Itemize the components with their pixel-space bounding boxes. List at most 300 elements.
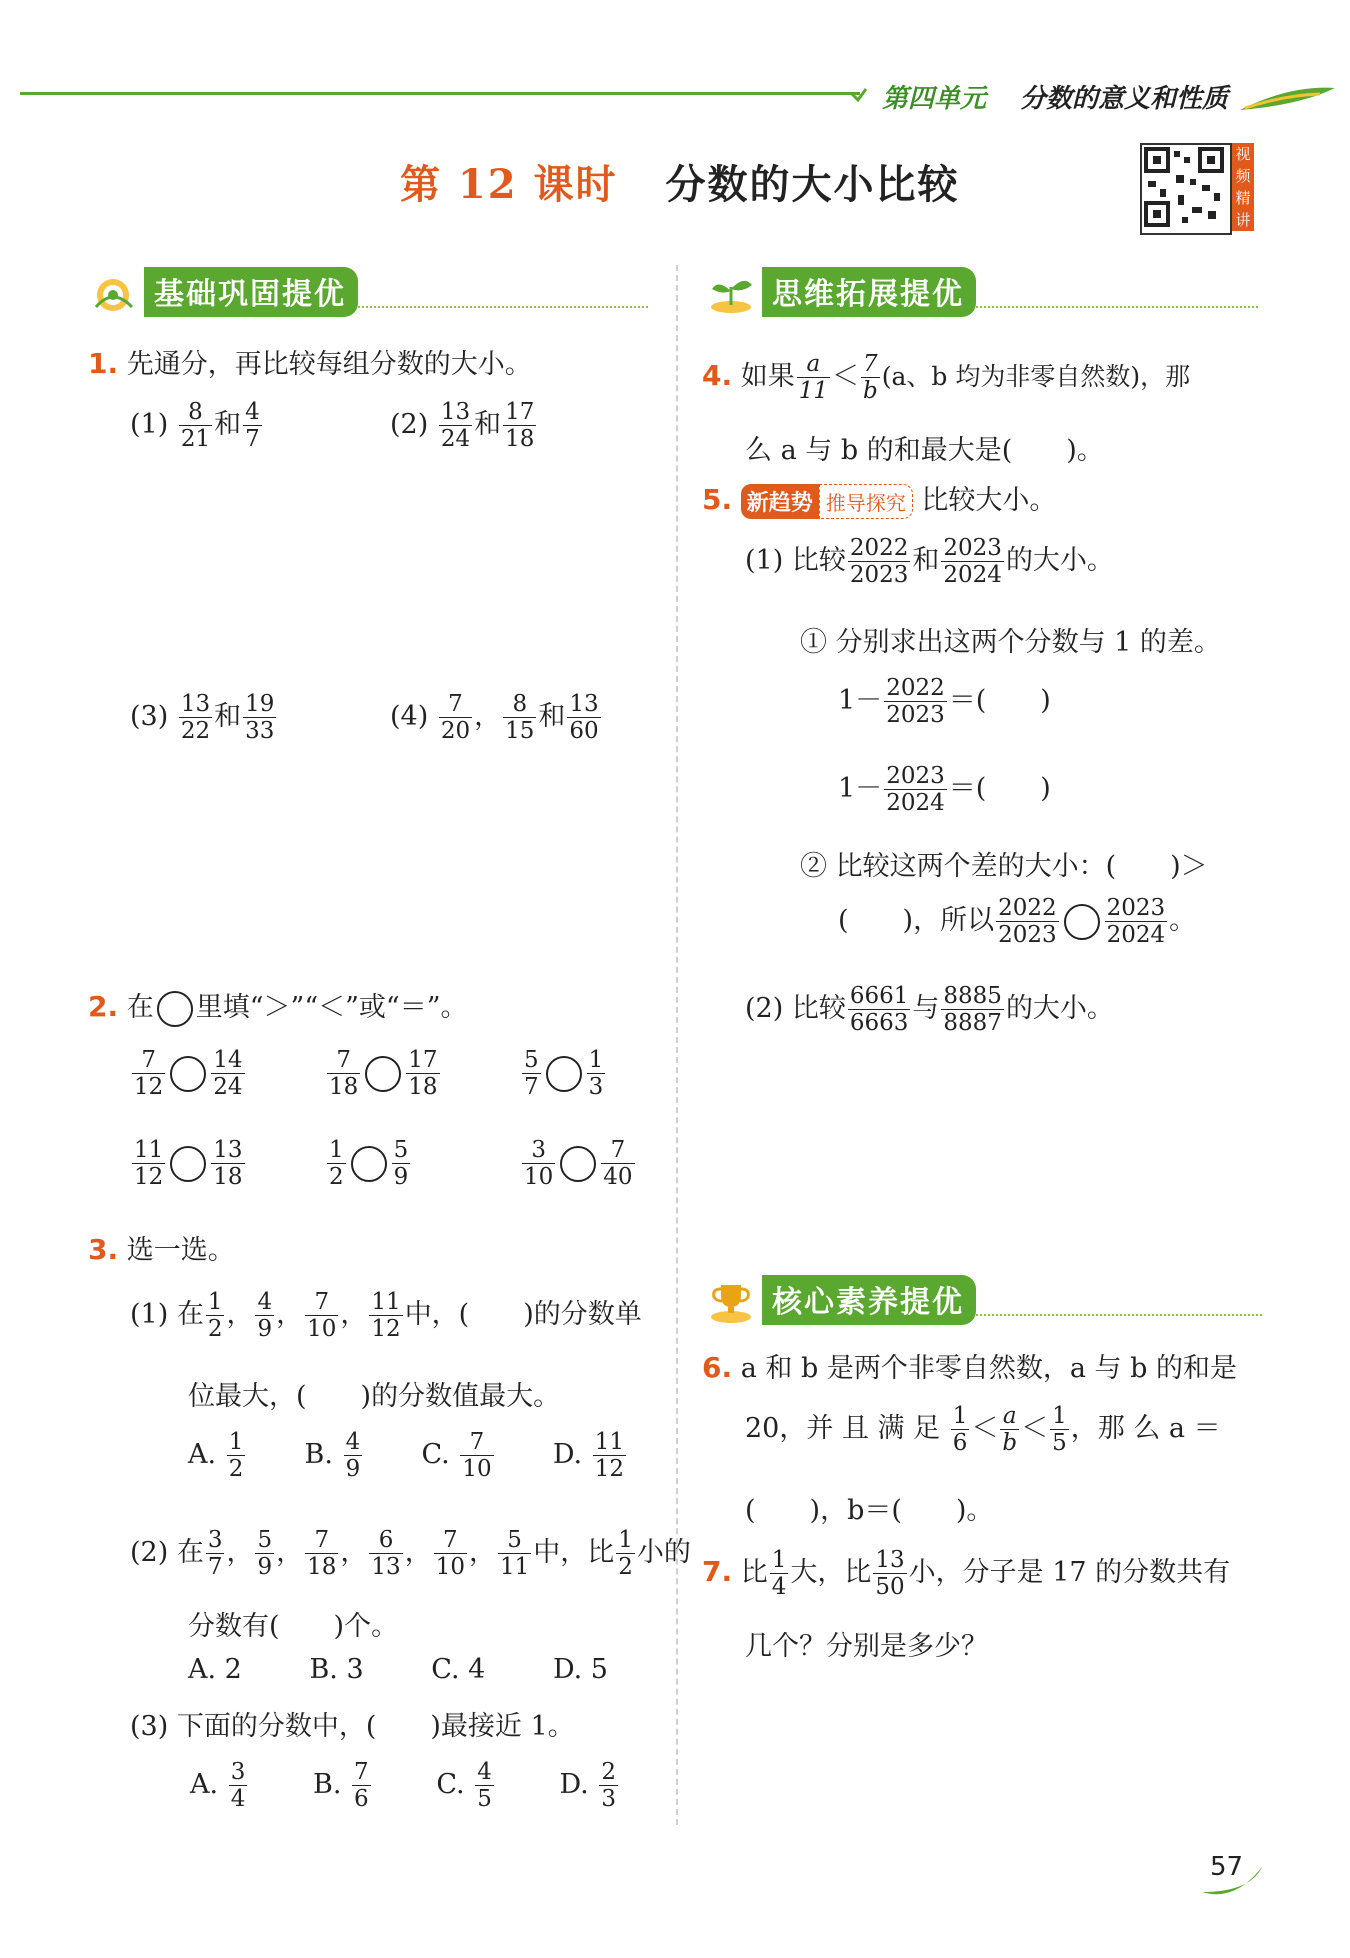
sun-gear-icon [88, 267, 138, 317]
numerator: 13 [440, 399, 471, 425]
fraction [601, 1138, 634, 1189]
fraction [503, 400, 536, 451]
eq-post: ＝( ) [948, 773, 1051, 805]
q3-p2-pre: 在 [176, 1537, 204, 1569]
join-word: 与 [912, 993, 940, 1025]
numerator: 4 [257, 1289, 273, 1315]
q3-part1-line1: (1) 在 $\frac{1}{2}$ ， $\frac{4}{9}$ ， $\frac{7}{10}$ ， $\frac{11}{12}$ 中，( )的分数单 [130, 1289, 642, 1343]
denominator: 18 [329, 1074, 359, 1101]
q5-text: 比较大小。 [921, 485, 1057, 516]
section-core-header [706, 1276, 1262, 1324]
fraction [434, 1528, 467, 1579]
fraction [179, 400, 212, 451]
numerator: 2022 [998, 895, 1057, 921]
eq-pre: 1－ [838, 773, 883, 805]
fraction [327, 1048, 360, 1099]
denominator: 2 [228, 1456, 244, 1483]
q7-line2: 几个？分别是多少？ [745, 1631, 988, 1662]
answer-circle[interactable] [365, 1056, 401, 1092]
numerator: 8885 [943, 983, 1002, 1009]
less-than: ＜ [832, 361, 859, 393]
q1-part4 [390, 692, 603, 743]
fraction [439, 400, 472, 451]
answer-circle[interactable] [351, 1146, 387, 1182]
fraction [206, 1290, 225, 1341]
denominator: 12 [371, 1316, 401, 1343]
denominator: 11 [499, 1554, 530, 1581]
numerator: 17 [505, 399, 535, 425]
q1-text: 先通分，再比较每组分数的大小。 [126, 349, 532, 380]
q3-p3-text: 下面的分数中，( )最接近 1。 [176, 1711, 575, 1742]
check-leaf-icon [850, 86, 868, 104]
part-label: (2) [745, 993, 784, 1025]
denominator: b [863, 378, 878, 405]
denominator: 15 [505, 718, 535, 745]
unit-number: 第四单元 [882, 84, 987, 114]
option-c[interactable] [421, 1430, 495, 1481]
join-word: 和 [912, 545, 940, 577]
q5-step1: ① 分别求出这两个分数与 1 的差。 [800, 627, 1221, 658]
q3-part1-line2: 位最大，( )的分数值最大。 [188, 1381, 561, 1412]
q6-post: ，那 么 a ＝ [1070, 1413, 1221, 1445]
numerator: 2022 [849, 535, 909, 561]
denominator: 24 [213, 1074, 243, 1101]
numerator: 11 [371, 1289, 401, 1315]
numerator: 2023 [1106, 895, 1166, 921]
denominator: 9 [257, 1554, 273, 1581]
qr-code[interactable] [1140, 143, 1232, 235]
q3-part2-line2: 分数有( )个。 [188, 1611, 399, 1642]
q3-p1-pre: 在 [176, 1299, 204, 1331]
option-letter: A. [188, 1439, 217, 1471]
q4-pre: 如果 [740, 361, 795, 393]
qr-label: 视频精讲 [1232, 143, 1254, 231]
q6-line2: 20，并 且 满 足 $\frac{1}{6}$ ＜ $\frac{a}{b}$ ＜ $\frac{1}{5}$ ，那 么 a ＝ [745, 1403, 1221, 1457]
fraction [567, 692, 600, 743]
fraction [460, 1430, 493, 1481]
numerator: 13 [213, 1137, 243, 1163]
denominator: 33 [245, 718, 275, 745]
denominator: 18 [307, 1554, 337, 1581]
join-word: 和 [538, 701, 566, 733]
q5-p2-pre: 比较 [791, 993, 846, 1025]
lesson-name: 分数的大小比较 [665, 161, 960, 208]
numerator: 4 [345, 1429, 361, 1455]
q5-step2: ② 比较这两个差的大小：( )＞ [800, 851, 1208, 882]
fraction [305, 1528, 338, 1579]
q6-line3: ( )，b＝( )。 [745, 1495, 994, 1526]
option-letter: B. [304, 1439, 333, 1471]
numerator: 5 [393, 1137, 409, 1163]
numerator: 1 [329, 1137, 344, 1163]
q5-prompt [702, 478, 1056, 519]
fraction [344, 1430, 363, 1481]
section-rule [976, 306, 1258, 308]
header-rule [20, 92, 860, 95]
q2-item-5 [325, 1138, 412, 1189]
q5-eq1 [838, 676, 1051, 727]
denominator: 40 [603, 1164, 633, 1191]
option-letter: D. [559, 1769, 589, 1801]
numerator: 6 [378, 1527, 394, 1553]
part-label: (3) [130, 1711, 169, 1742]
fraction [439, 692, 472, 743]
q1-prompt [88, 342, 532, 381]
denominator: 3 [601, 1786, 616, 1813]
denominator: 13 [371, 1554, 401, 1581]
q1-part3 [130, 692, 278, 743]
numerator: a [806, 351, 821, 377]
option-d[interactable]: D. 5 [552, 1654, 608, 1685]
denominator: 18 [408, 1074, 438, 1101]
numerator: 4 [477, 1759, 492, 1785]
answer-circle[interactable] [170, 1056, 206, 1092]
denominator: 2024 [943, 562, 1002, 589]
denominator: 2023 [886, 702, 945, 729]
q4-line1 [702, 352, 1190, 403]
q3-p1-mid: 中，( )的分数单 [404, 1299, 642, 1331]
fraction [1000, 1404, 1019, 1455]
numerator: 17 [408, 1047, 438, 1073]
lesson-title [400, 153, 960, 210]
fraction [255, 1528, 274, 1579]
numerator: 7 [443, 1527, 458, 1553]
denominator: 6 [952, 1430, 968, 1457]
numerator: 1 [771, 1547, 787, 1573]
denominator: 2023 [998, 922, 1057, 949]
numerator: 13 [569, 691, 599, 717]
option-d[interactable] [553, 1430, 628, 1481]
numerator: 5 [257, 1527, 273, 1553]
denominator: 2 [618, 1554, 633, 1581]
section-rule [976, 1314, 1262, 1316]
part-label: (3) [130, 701, 169, 733]
option-b[interactable] [313, 1760, 373, 1811]
qr-pattern-icon [1142, 145, 1226, 229]
numerator: 4 [245, 399, 260, 425]
denominator: 60 [569, 718, 599, 745]
section-core-label: 核心素养提优 [762, 1275, 976, 1325]
circle-blank-icon [157, 991, 193, 1027]
denominator: 10 [435, 1554, 465, 1581]
numerator: 7 [314, 1527, 330, 1553]
fraction [255, 1290, 274, 1341]
q3-p2-mid: 中，比 [533, 1537, 615, 1569]
section-rule [358, 306, 648, 308]
denominator: 4 [771, 1574, 787, 1601]
option-letter: C. [436, 1769, 465, 1801]
q5-part2 [745, 984, 1114, 1035]
q2-prompt [88, 985, 468, 1027]
q5-p2-post: 的大小。 [1005, 993, 1114, 1025]
numerator: 6661 [849, 983, 909, 1009]
denominator: 22 [180, 718, 211, 745]
fraction [503, 692, 536, 743]
trophy-icon [706, 1275, 756, 1325]
q4-number: 4. [702, 359, 733, 393]
fraction [873, 1548, 906, 1599]
q6-line1-text: a 和 b 是两个非零自然数，a 与 b 的和是 [740, 1353, 1237, 1384]
denominator: 3 [588, 1074, 604, 1101]
part-label: (4) [390, 701, 429, 733]
denominator: 11 [798, 378, 828, 405]
q2-item-4 [130, 1138, 247, 1189]
option-c[interactable] [436, 1760, 496, 1811]
fraction [941, 536, 1004, 587]
numerator: 7 [610, 1137, 626, 1163]
denominator: 10 [462, 1456, 492, 1483]
q2-number: 2. [88, 990, 119, 1023]
numerator: 3 [230, 1759, 246, 1785]
q5-number: 5. [702, 483, 733, 516]
q2-item-1 [130, 1048, 247, 1099]
q3-part2-options [188, 1654, 608, 1685]
q3-part3-options [190, 1760, 620, 1811]
answer-circle[interactable] [1064, 904, 1100, 940]
fraction [352, 1760, 371, 1811]
denominator: 2 [207, 1316, 223, 1343]
q3-number: 3. [88, 1233, 119, 1266]
fraction [884, 764, 947, 815]
fraction [616, 1528, 635, 1579]
fraction [229, 1760, 248, 1811]
denominator: 9 [257, 1316, 273, 1343]
section-basic-header [88, 268, 648, 316]
numerator: 7 [314, 1289, 330, 1315]
derivation-tag: 推导探究 [819, 484, 913, 519]
sprout-icon [706, 267, 756, 317]
denominator: 9 [393, 1164, 409, 1191]
numerator: 3 [207, 1527, 223, 1553]
denominator: 8887 [943, 1010, 1002, 1037]
fraction [593, 1430, 626, 1481]
fraction [848, 984, 911, 1035]
option-c[interactable]: C. 4 [431, 1654, 486, 1685]
lesson-number: 第 12 课时 [400, 161, 618, 208]
q3-part2-line1: (2) 在 $\frac{3}{7}$ ， $\frac{5}{9}$ ， $\frac{7}{18}$ ， $\frac{6}{13}$ ， $\frac{7}{10}$ ， $\frac{5}{11}$ 中，比 $\frac{1}{2}$ 小的 [130, 1527, 691, 1581]
q6-line1 [702, 1346, 1237, 1385]
q3-part3-line1 [130, 1704, 575, 1743]
q5-part1 [745, 536, 1114, 587]
fraction [211, 1138, 244, 1189]
join-word: 和 [214, 409, 242, 441]
q4-post: (a、b 均为非零自然数)，那 [881, 362, 1191, 392]
option-letter: A. [190, 1769, 219, 1801]
denominator: 5 [477, 1786, 492, 1813]
part-label: (2) [390, 409, 429, 441]
fraction [406, 1048, 439, 1099]
fraction [1105, 896, 1168, 947]
numerator: 13 [875, 1547, 905, 1573]
q2-text-post: 里填“＞”“＜”或“＝”。 [195, 992, 468, 1023]
q7-line1 [702, 1548, 1230, 1599]
denominator: 18 [213, 1164, 243, 1191]
fraction [369, 1528, 402, 1579]
q1-number: 1. [88, 347, 119, 380]
denominator: 6 [354, 1786, 369, 1813]
fraction [848, 536, 911, 587]
option-a[interactable] [188, 1430, 247, 1481]
denominator: 7 [207, 1554, 223, 1581]
fraction [305, 1290, 338, 1341]
fraction [206, 1528, 225, 1579]
fraction [770, 1548, 789, 1599]
q4-line2: 么 a 与 b 的和最大是( )。 [745, 435, 1104, 466]
q2-item-6 [520, 1138, 637, 1189]
numerator: 7 [448, 691, 463, 717]
numerator: 8 [188, 399, 203, 425]
fraction [861, 352, 880, 403]
numerator: 2023 [886, 763, 945, 789]
join-word: 和 [214, 701, 242, 733]
column-divider [676, 265, 678, 1825]
fraction [941, 984, 1004, 1035]
answer-circle[interactable] [546, 1056, 582, 1092]
step2-pre: ( )，所以 [838, 905, 995, 937]
fraction [797, 352, 830, 403]
q2-item-2 [325, 1048, 442, 1099]
option-a[interactable]: A. 2 [188, 1654, 242, 1685]
numerator: 5 [524, 1047, 539, 1073]
q3-part1-options [188, 1430, 628, 1481]
denominator: 4 [230, 1786, 246, 1813]
denominator: 2024 [1106, 922, 1166, 949]
denominator: 18 [505, 426, 535, 453]
fraction [211, 1048, 244, 1099]
page-swoosh-icon [1200, 1862, 1270, 1902]
option-letter: D. [552, 1439, 583, 1471]
fraction [951, 1404, 970, 1455]
fraction [327, 1138, 346, 1189]
numerator: a [1002, 1403, 1017, 1429]
fraction [996, 896, 1059, 947]
fraction [392, 1138, 411, 1189]
answer-circle[interactable] [170, 1146, 206, 1182]
numerator: 2023 [943, 535, 1002, 561]
denominator: 10 [307, 1316, 337, 1343]
denominator: 24 [440, 426, 471, 453]
q7-post: 小，分子是 17 的分数共有 [908, 1557, 1231, 1589]
numerator: 13 [180, 691, 211, 717]
numerator: 2 [601, 1759, 616, 1785]
q3-prompt [88, 1228, 235, 1267]
denominator: 6663 [849, 1010, 909, 1037]
denominator: 2023 [849, 562, 909, 589]
denominator: 12 [134, 1164, 164, 1191]
denominator: 12 [594, 1456, 624, 1483]
new-trend-tag: 新趋势 [741, 484, 819, 519]
join-word: 和 [474, 409, 502, 441]
part-label: (1) [745, 545, 784, 577]
q7-pre: 比 [740, 1557, 768, 1589]
fraction [884, 676, 947, 727]
numerator: 7 [863, 351, 878, 377]
option-b[interactable]: B. 3 [309, 1654, 364, 1685]
part-label: (1) [130, 409, 169, 441]
fraction [599, 1760, 618, 1811]
fraction [522, 1138, 555, 1189]
denominator: 50 [875, 1574, 905, 1601]
denominator: 7 [524, 1074, 539, 1101]
fraction [132, 1138, 165, 1189]
q3-p2-post: 小的 [636, 1537, 691, 1569]
part-label: (2) [130, 1537, 169, 1569]
denominator: 20 [440, 718, 471, 745]
q1-part1 [130, 400, 264, 451]
q2-text-pre: 在 [126, 992, 154, 1023]
option-letter: B. [312, 1769, 342, 1801]
numerator: 7 [141, 1047, 156, 1073]
numerator: 1 [952, 1403, 968, 1429]
denominator: b [1002, 1430, 1018, 1457]
eq-post: ＝( ) [948, 685, 1051, 717]
fraction [369, 1290, 402, 1341]
q5-step2-line2 [838, 896, 1196, 947]
section-thinking-header [706, 268, 1258, 316]
numerator: 7 [336, 1047, 351, 1073]
numerator: 1 [207, 1289, 223, 1315]
fraction [475, 1760, 494, 1811]
fraction [1050, 1404, 1069, 1455]
q6-number: 6. [702, 1351, 733, 1384]
denominator: 2024 [886, 790, 945, 817]
section-thinking-label: 思维拓展提优 [762, 267, 976, 317]
section-basic-label: 基础巩固提优 [144, 267, 358, 317]
numerator: 3 [531, 1137, 546, 1163]
q3-text: 选一选。 [126, 1235, 235, 1266]
eq-pre: 1－ [838, 685, 883, 717]
period: 。 [1169, 905, 1197, 937]
denominator: 12 [134, 1074, 164, 1101]
part-label: (1) [130, 1299, 169, 1331]
denominator: 21 [180, 426, 211, 453]
fraction [243, 400, 262, 451]
option-d[interactable] [559, 1760, 620, 1811]
q5-p1-pre: 比较 [791, 545, 846, 577]
numerator: 1 [618, 1527, 633, 1553]
q2-item-3 [520, 1048, 607, 1099]
numerator: 19 [245, 691, 275, 717]
fraction [498, 1528, 531, 1579]
numerator: 1 [588, 1047, 604, 1073]
option-a[interactable] [190, 1760, 249, 1811]
page-number: 57 [1210, 1852, 1244, 1882]
denominator: 5 [1052, 1430, 1067, 1457]
numerator: 1 [228, 1429, 244, 1455]
answer-circle[interactable] [560, 1146, 596, 1182]
unit-title: 分数的意义和性质 [1020, 84, 1229, 114]
fraction [179, 692, 212, 743]
fraction [227, 1430, 246, 1481]
option-b[interactable] [305, 1430, 365, 1481]
denominator: 9 [345, 1456, 361, 1483]
numerator: 14 [213, 1047, 243, 1073]
fraction [587, 1048, 606, 1099]
q7-number: 7. [702, 1555, 733, 1589]
numerator: 11 [594, 1429, 624, 1455]
leaf-swoosh-icon [1240, 80, 1340, 120]
fraction [243, 692, 276, 743]
option-letter: C. [421, 1439, 450, 1471]
fraction [132, 1048, 165, 1099]
q5-eq2 [838, 764, 1051, 815]
denominator: 2 [329, 1164, 344, 1191]
numerator: 7 [469, 1429, 485, 1455]
denominator: 10 [524, 1164, 554, 1191]
numerator: 2022 [886, 675, 945, 701]
q1-part2 [390, 400, 538, 451]
q5-p1-post: 的大小。 [1005, 545, 1114, 577]
